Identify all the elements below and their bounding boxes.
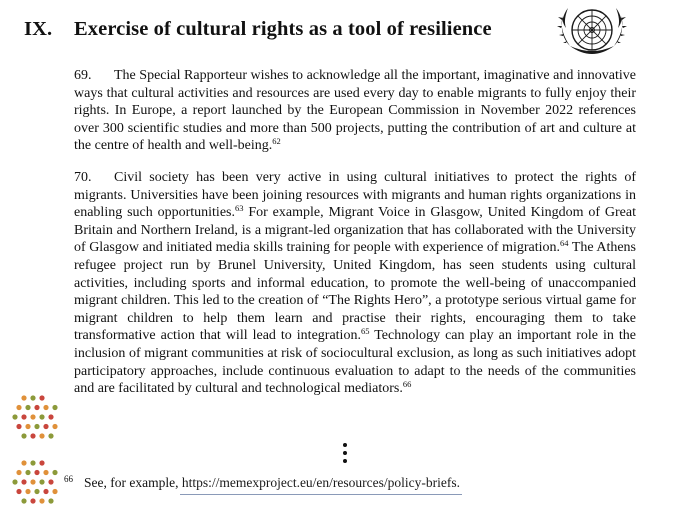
dot (39, 479, 44, 484)
dot (34, 405, 39, 410)
paragraph-70 (74, 169, 636, 398)
dot (21, 395, 26, 400)
dot (52, 470, 57, 475)
dot (34, 424, 39, 429)
dot (48, 433, 53, 438)
dot (39, 460, 44, 465)
footnote-ref[interactable]: 62 (272, 136, 281, 147)
paragraph-text: For example, Migrant Voice in Glasgow, United Kingdom of Great Britain and Northern Ireland, is a migrant-led organization that has collaborated with the University of Glasgow and initiated media skills training for people with experience of migration. (74, 205, 636, 256)
dot (30, 414, 35, 419)
dot (43, 405, 48, 410)
dot-pattern-icon (10, 458, 58, 506)
dot (30, 395, 35, 400)
dot (39, 395, 44, 400)
dot (52, 405, 57, 410)
dot (48, 479, 53, 484)
dot (48, 498, 53, 503)
dot (25, 405, 30, 410)
section-number: IX. (24, 18, 53, 40)
dot (30, 498, 35, 503)
paragraph-number: 69. (74, 68, 92, 83)
footnote-ref[interactable]: 66 (402, 379, 412, 390)
dot (30, 460, 35, 465)
footnote-ref[interactable]: 65 (360, 326, 370, 337)
paragraph-number: 70. (74, 170, 92, 185)
dot (34, 489, 39, 494)
dot (16, 470, 21, 475)
dot (52, 489, 57, 494)
dot (16, 489, 21, 494)
dot (39, 414, 44, 419)
footnote-ref[interactable]: 63 (234, 203, 244, 214)
dot (21, 479, 26, 484)
dot (12, 479, 17, 484)
paragraph-69 (74, 67, 636, 155)
footnote-ref[interactable]: 64 (560, 238, 569, 249)
dot (43, 470, 48, 475)
dot (25, 489, 30, 494)
dot (25, 470, 30, 475)
dot-pattern-icon (10, 393, 58, 443)
footnote-text: See, for example, (84, 475, 182, 490)
dot (52, 424, 57, 429)
vertical-ellipsis-icon (342, 443, 348, 467)
dot (21, 433, 26, 438)
paragraph-text: Civil society has been very active in using cultural initiatives to protect the rights of migrants. Universities have been joining resources with migrants and human rights organizations in enabling such opportunities. (74, 170, 636, 221)
dot (48, 414, 53, 419)
dot (30, 479, 35, 484)
dot (43, 424, 48, 429)
dot (16, 405, 21, 410)
footnote-link[interactable]: https://memexproject.eu/en/resources/policy-briefs. (181, 475, 461, 490)
dot (30, 433, 35, 438)
section-heading (24, 18, 492, 41)
dot (43, 489, 48, 494)
dot (16, 424, 21, 429)
paragraph-text: Technology can play an important role in the inclusion of migrant communities at risk of sociocultural exclusion, as long as such initiatives adopt participatory approaches, include continuous evaluation to adapt to the needs of the communities and are facilitated by cultural and technological mediators. (74, 328, 636, 397)
dot (39, 433, 44, 438)
dot (21, 498, 26, 503)
section-title: Exercise of cultural rights as a tool of resilience (74, 18, 492, 40)
link-underline (180, 494, 462, 495)
un-emblem-icon (556, 2, 628, 64)
dot (12, 414, 17, 419)
dot (25, 424, 30, 429)
footnote-66: 66 See, for example, https://memexproject.eu/en/resources/policy-briefs. (64, 474, 461, 490)
dot (34, 470, 39, 475)
dot (21, 414, 26, 419)
paragraph-text: The Special Rapporteur wishes to acknowledge all the important, imaginative and innovative ways that cultural activities and resources are used every day to enable migrants to fully enjoy their rights. In Europe, a report launched by the European Commission in November 2022 references over 300 scientific studies and more than 500 projects, putting the contribution of art and culture at the centre of health and well-being. (74, 68, 636, 154)
dot (21, 460, 26, 465)
paragraph-text: The Athens refugee project run by Brunel University, United Kingdom, has seen students using cultural activities, including sports and informal education, to promote the well-being of unaccompanied migrant children. This led to the creation of “The Rights Hero”, a prototype serious virtual game for migrant children to help them learn and practise their rights, encouraging them to take transformative action that will lead to integration. (74, 240, 637, 344)
dot (39, 498, 44, 503)
